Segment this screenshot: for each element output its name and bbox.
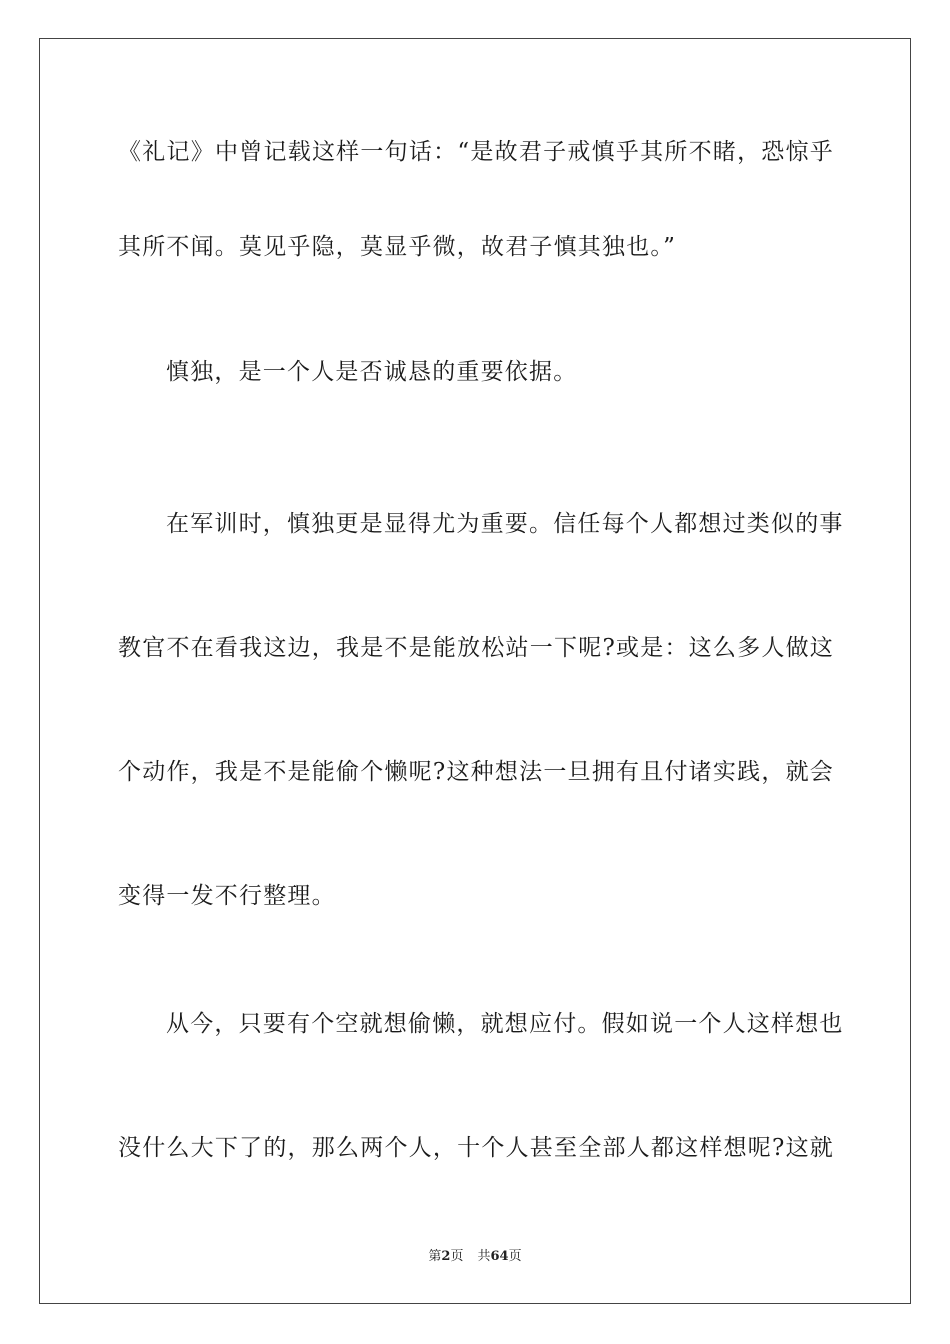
text-line-2: 其所不闻。莫见乎隐，莫显乎微，故君子慎其独也。” xyxy=(118,234,677,260)
page-footer xyxy=(0,1248,950,1266)
total-pages-label: 共64页 xyxy=(477,1249,522,1264)
text-line-1: 《礼记》中曾记载这样一句话：“是故君子戒慎乎其所不睹，恐惊乎 xyxy=(118,139,834,165)
text-line-6: 个动作，我是不是能偷个懒呢?这种想法一旦拥有且付诸实践，就会 xyxy=(118,759,834,785)
text-line-5: 教官不在看我这边，我是不是能放松站一下呢?或是：这么多人做这 xyxy=(118,635,834,661)
text-line-7: 变得一发不行整理。 xyxy=(118,883,336,909)
text-line-8: 从今，只要有个空就想偷懒，就想应付。假如说一个人这样想也 xyxy=(166,1011,844,1037)
page-number-label: 第2页 xyxy=(428,1249,464,1264)
text-line-9: 没什么大下了的，那么两个人，十个人甚至全部人都这样想呢?这就 xyxy=(118,1135,834,1161)
text-line-4: 在军训时，慎独更是显得尤为重要。信任每个人都想过类似的事 xyxy=(166,511,844,537)
page-frame xyxy=(39,38,911,1304)
text-line-3: 慎独，是一个人是否诚恳的重要依据。 xyxy=(166,359,578,385)
